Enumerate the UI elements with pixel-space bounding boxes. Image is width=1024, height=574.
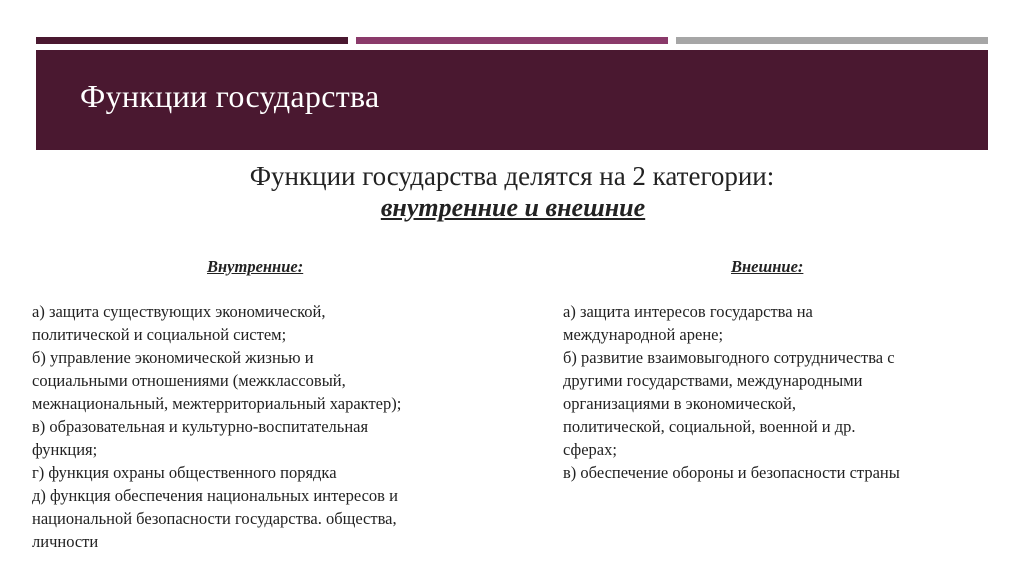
list-item: б) управление экономической жизнью и xyxy=(32,348,314,367)
list-item: межнациональный, межтерриториальный характер); xyxy=(32,394,402,413)
accent-bar-plum xyxy=(356,37,668,44)
list-item: организациями в экономической, xyxy=(563,394,796,413)
list-item: б) развитие взаимовыгодного сотрудничества с xyxy=(563,348,895,367)
list-item: личности xyxy=(32,532,99,551)
slide-title: Функции государства xyxy=(80,78,380,114)
list-item: а) защита интересов государства на xyxy=(563,302,813,321)
external-heading: Внешние: xyxy=(731,257,804,276)
list-item: г) функция охраны общественного порядка xyxy=(32,463,337,482)
list-item: национальной безопасности государства. общества, xyxy=(32,509,397,528)
list-item: политической, социальной, военной и др. xyxy=(563,417,856,436)
internal-functions-column xyxy=(32,255,532,553)
list-item: функция; xyxy=(32,440,98,459)
list-item: другими государствами, международными xyxy=(563,371,863,390)
list-item: международной арене; xyxy=(563,325,724,344)
internal-heading: Внутренние: xyxy=(207,257,304,276)
title-band xyxy=(36,50,988,150)
list-item: социальными отношениями (межклассовый, xyxy=(32,371,346,390)
accent-bar-gray xyxy=(676,37,988,44)
list-item: д) функция обеспечения национальных интересов и xyxy=(32,486,398,505)
list-item: в) образовательная и культурно-воспитательная xyxy=(32,417,369,436)
list-item: а) защита существующих экономической, xyxy=(32,302,326,321)
subtitle-line: Функции государства делятся на 2 категории: xyxy=(249,161,775,191)
list-item: сферах; xyxy=(563,440,617,459)
list-item: в) обеспечение обороны и безопасности страны xyxy=(563,463,900,482)
accent-bar-dark xyxy=(36,37,348,44)
list-item: политической и социальной систем; xyxy=(32,325,287,344)
subtitle xyxy=(0,160,1024,224)
subtitle-emphasis: внутренние и внешние xyxy=(380,193,646,222)
external-functions-column xyxy=(563,255,1013,484)
